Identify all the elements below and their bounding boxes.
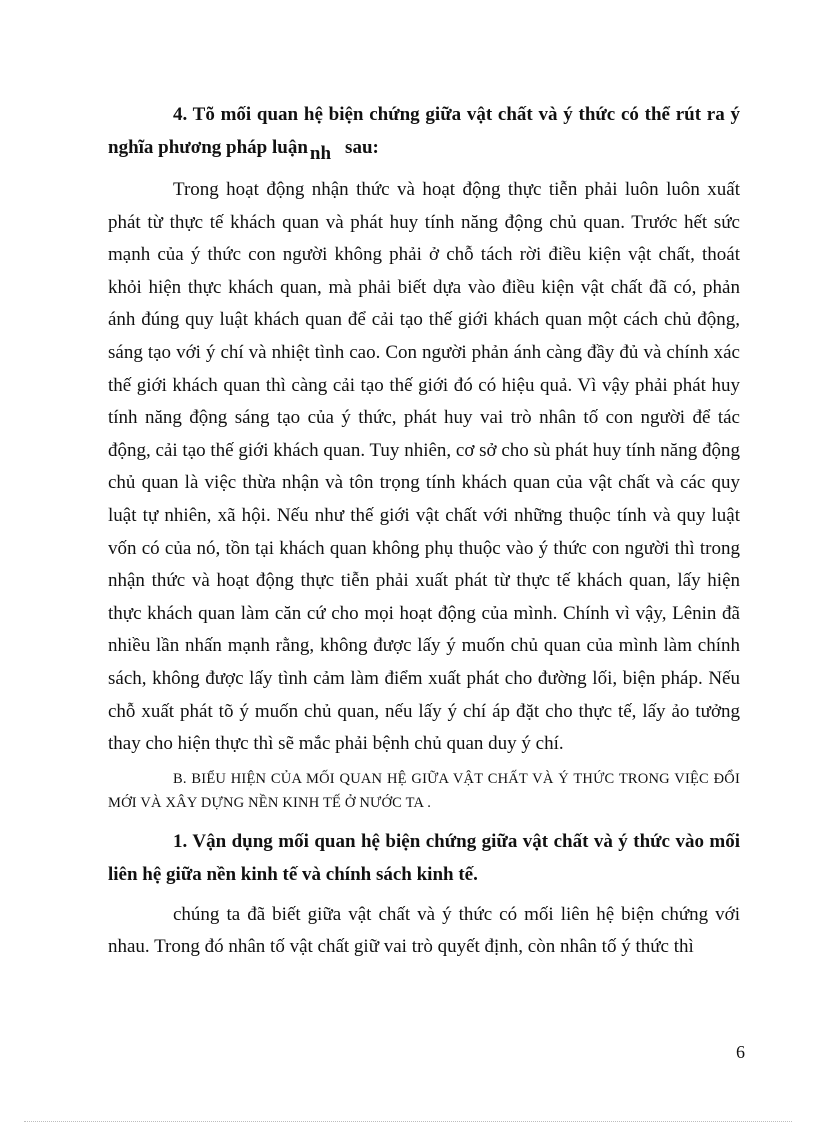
page-number: 6	[736, 1042, 745, 1062]
section-b-title: B. BIỂU HIỆN CỦA MỐI QUAN HỆ GIỮA VẬT CHẤT VÀ Ý THỨC TRONG VIỆC ĐỔI MỚI VÀ XÂY DỰNG NỀN KINH TẾ Ở NƯỚC TA .	[108, 770, 740, 811]
page-bottom-divider	[24, 1121, 792, 1122]
body-paragraph-1: Trong hoạt động nhận thức và hoạt động thực tiễn phải luôn luôn xuất phát từ thực tế khách quan và phát huy tính năng động chủ quan. Trước hết sức mạnh của ý thức con người không phải ở chỗ tách rời điều kiện vật chất, thoát khỏi hiện thực khách quan, mà phải biết dựa vào điều kiện vật chất đã có, phản ánh đúng quy luật khách quan để cải tạo thế giới khách quan một cách chủ động, sáng tạo với ý chí và nhiệt tình cao. Con người phản ánh càng đầy đủ và chính xác thế giới khách quan thì càng cải tạo thế giới đó có hiệu quả. Vì vậy phải phát huy tính năng động sáng tạo của ý thức, phát huy vai trò nhân tố con người để tác động, cải tạo thế giới khách quan. Tuy nhiên, cơ sở cho sù phát huy tính năng động chủ quan là việc thừa nhận và tôn trọng tính khách quan của vật chất và các quy luật tự nhiên, xã hội. Nếu như thế giới vật chất với những thuộc tính và quy luật vốn có của nó, tồn tại khách quan không phụ thuộc vào ý thức con người thì trong nhận thức và hoạt động thực tiễn phải xuất phát từ thực tế khách quan, lấy hiện thực khách quan làm căn cứ cho mọi hoạt động của mình. Chính vì vậy, Lênin đã nhiều lần nhấn mạnh rằng, không được lấy ý muốn chủ quan của mình làm chính sách, không được lấy tình cảm làm điểm xuất phát cho đường lối, biện pháp. Nếu chỗ xuất phát tõ ý muốn chủ quan, nếu lấy ý chí áp đặt cho thực tế, lấy ảo tưởng thay cho hiện thực thì sẽ mắc phải bệnh chủ quan duy ý chí.	[108, 179, 740, 755]
body-paragraph-2: chúng ta đã biết giữa vật chất và ý thức có mối liên hệ biện chứng với nhau. Trong đó nhân tố vật chất giữ vai trò quyết định, còn nhân tố ý thức thì	[108, 903, 740, 958]
heading-subscript-text: nh	[309, 143, 332, 164]
heading-tail-text: sau:	[345, 137, 379, 158]
heading-main-text: 4. Tõ mối quan hệ biện chứng giữa vật chất và ý thức có thể rút ra ý nghĩa phương pháp luận	[108, 104, 740, 158]
section-heading-4	[108, 98, 740, 164]
subheading-1: 1. Vận dụng mối quan hệ biện chứng giữa vật chất và ý thức vào mối liên hệ giữa nền kinh tế và chính sách kinh tế.	[108, 830, 740, 885]
page-content	[108, 98, 740, 970]
